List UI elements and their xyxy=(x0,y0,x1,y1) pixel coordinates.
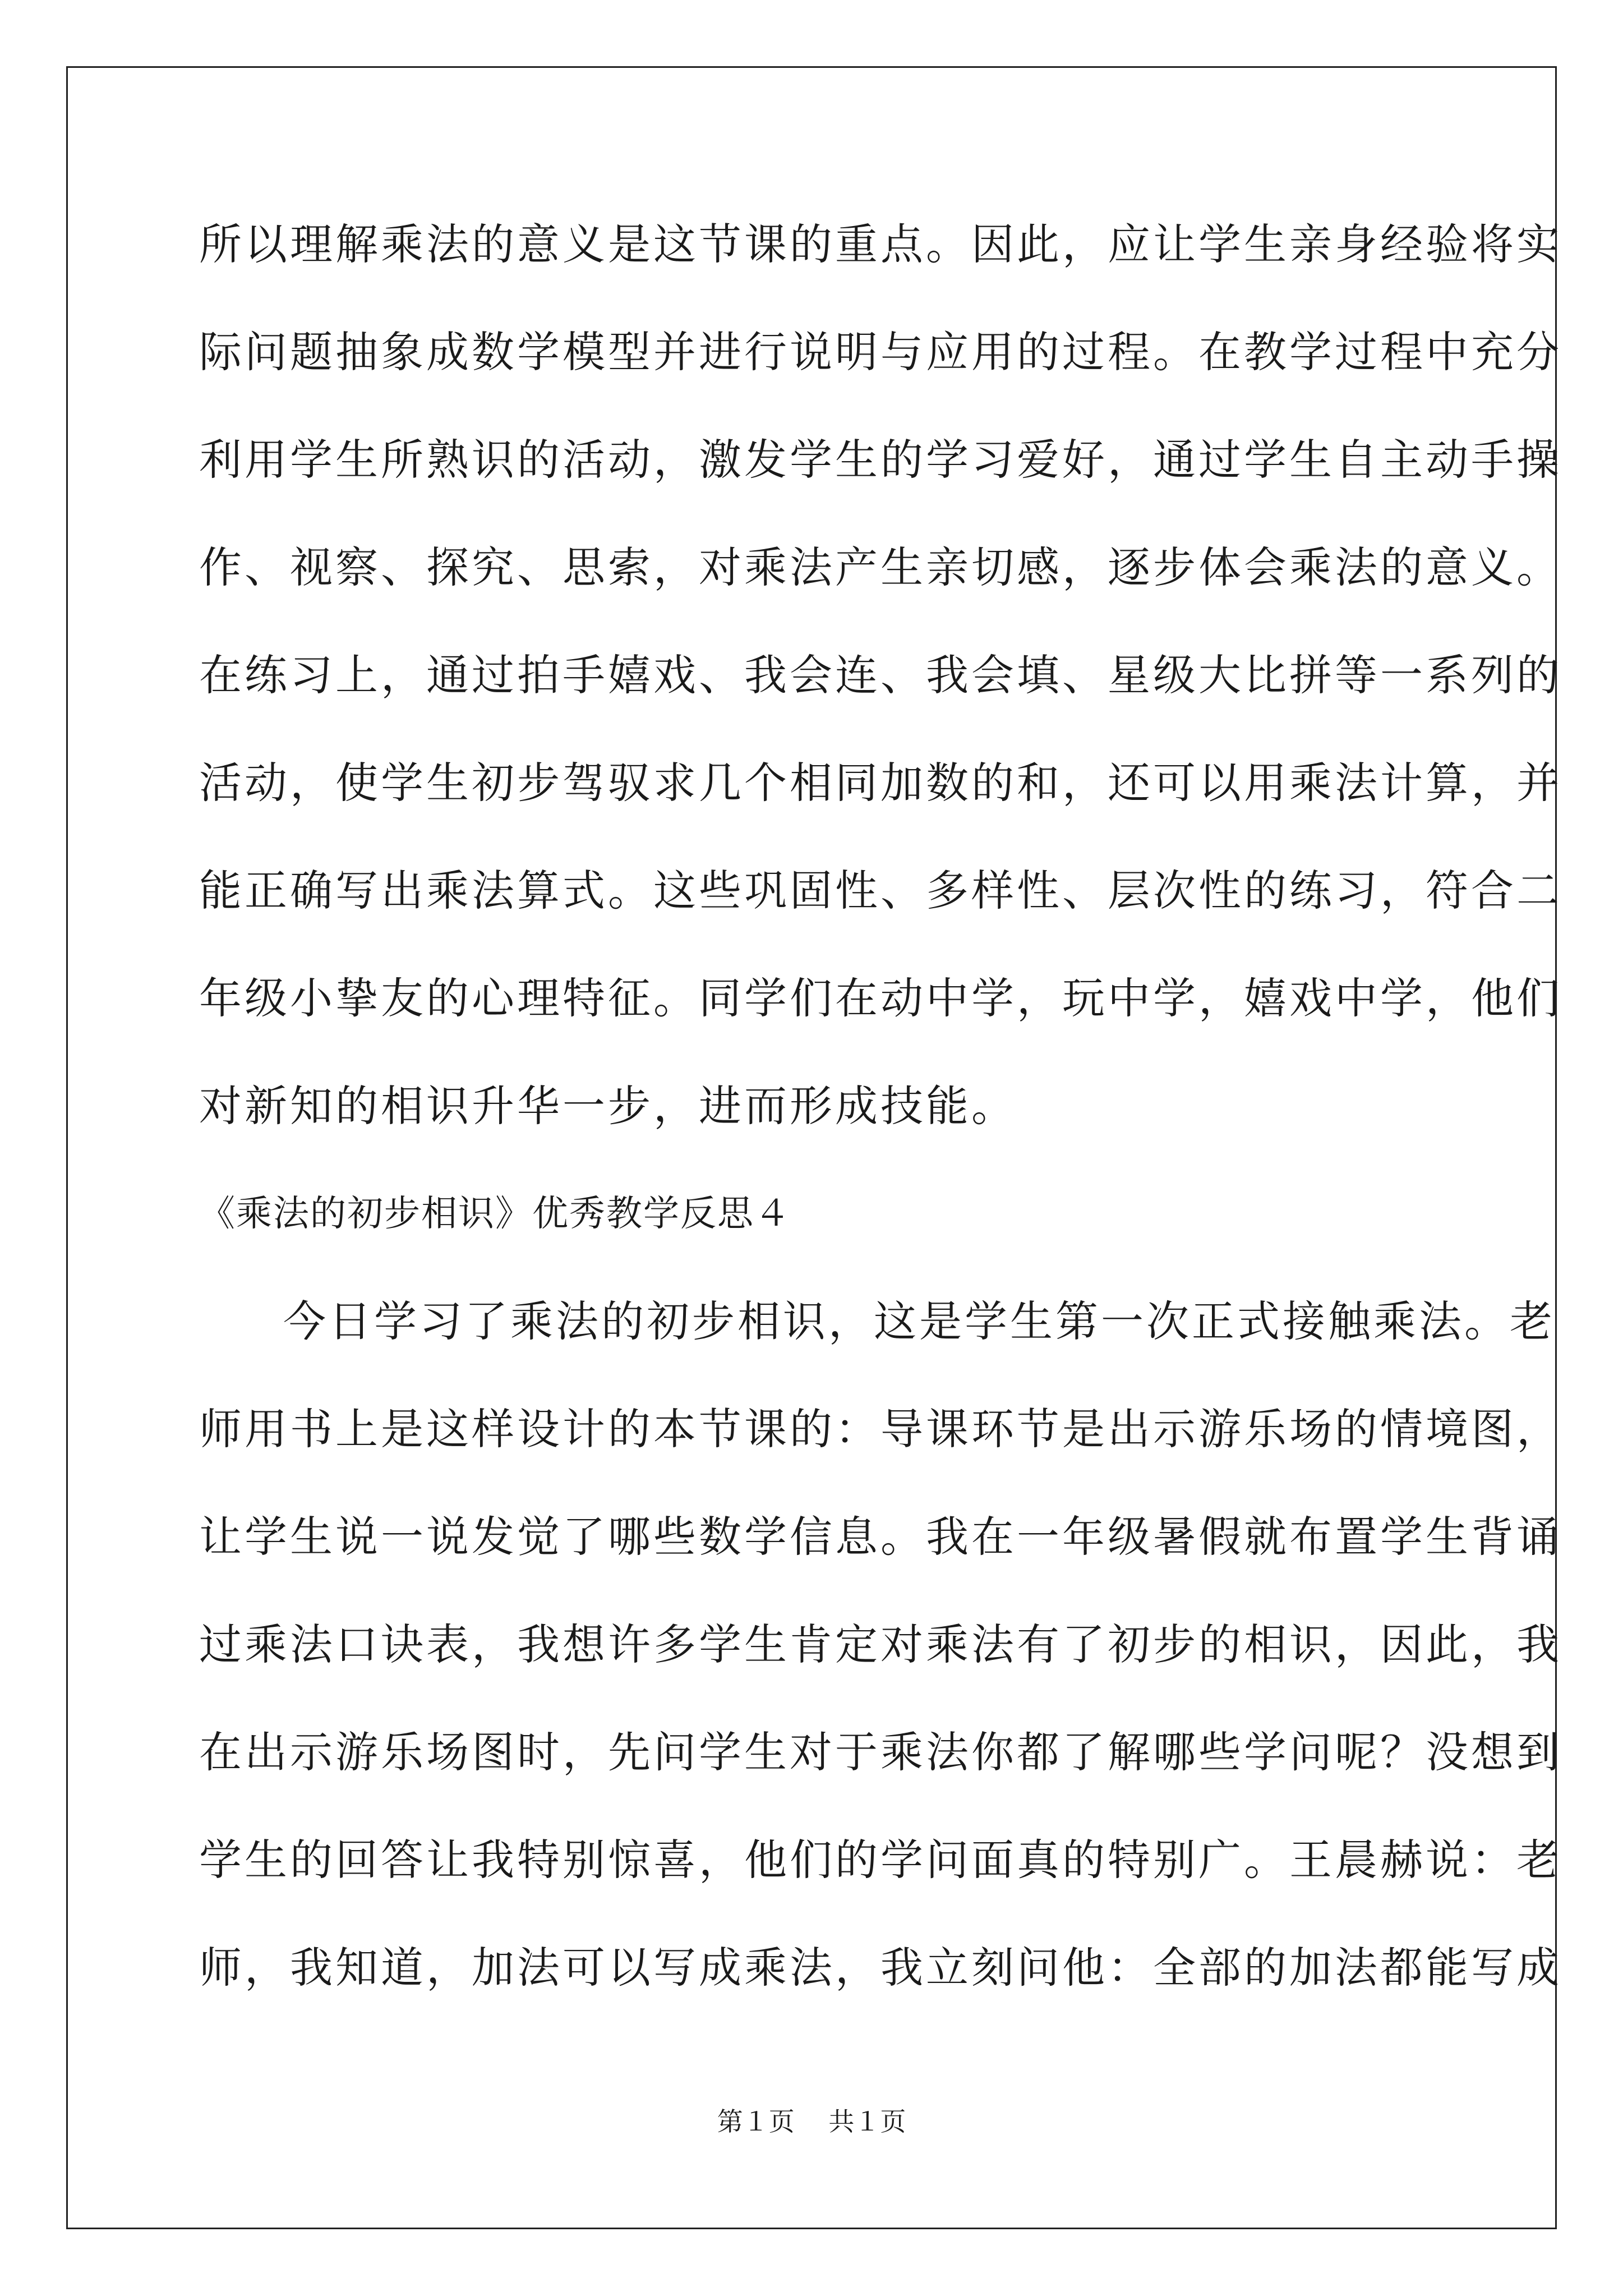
document-body xyxy=(199,218,1562,2049)
text-line: 利用学生所熟识的活动，激发学生的学习爱好，通过学生自主动手操 xyxy=(199,435,1562,485)
paragraph-2 xyxy=(199,1295,1562,1995)
text-line: 作、视察、探究、思索，对乘法产生亲切感，逐步体会乘法的意义。 xyxy=(199,542,1562,592)
text-line: 今日学习了乘法的初步相识，这是学生第一次正式接触乘法。老 xyxy=(283,1296,1555,1346)
page-number: 第１页 xyxy=(717,2106,795,2137)
page-total: 共１页 xyxy=(828,2106,906,2137)
text-line: 师，我知道，加法可以写成乘法，我立刻问他：全部的加法都能写成 xyxy=(199,1943,1562,1993)
text-line: 在出示游乐场图时，先问学生对于乘法你都了解哪些学问呢？没想到 xyxy=(199,1727,1562,1777)
text-line: 年级小挚友的心理特征。同学们在动中学，玩中学，嬉戏中学，他们 xyxy=(199,973,1562,1023)
text-line: 活动，使学生初步驾驭求几个相同加数的和，还可以用乘法计算，并 xyxy=(199,758,1562,808)
text-line: 能正确写出乘法算式。这些巩固性、多样性、层次性的练习，符合二 xyxy=(199,866,1562,915)
text-line: 学生的回答让我特别惊喜，他们的学问面真的特别广。王晨赫说：老 xyxy=(199,1835,1562,1885)
page-footer xyxy=(0,2105,1623,2138)
paragraph-1 xyxy=(199,218,1562,1133)
text-line: 所以理解乘法的意义是这节课的重点。因此，应让学生亲身经验将实 xyxy=(199,219,1562,269)
text-line: 过乘法口诀表，我想许多学生肯定对乘法有了初步的相识，因此，我 xyxy=(199,1619,1562,1669)
text-line: 际问题抽象成数学模型并进行说明与应用的过程。在教学过程中充分 xyxy=(199,327,1562,377)
text-line: 在练习上，通过拍手嬉戏、我会连、我会填、星级大比拼等一系列的 xyxy=(199,650,1562,700)
text-line: 对新知的相识升华一步，进而形成技能。 xyxy=(199,1081,1017,1131)
text-line: 师用书上是这样设计的本节课的：导课环节是出示游乐场的情境图， xyxy=(199,1404,1562,1454)
text-line: 让学生说一说发觉了哪些数学信息。我在一年级暑假就布置学生背诵 xyxy=(199,1512,1562,1562)
section-title: 《乘法的初步相识》优秀教学反思４ xyxy=(199,1193,791,1235)
